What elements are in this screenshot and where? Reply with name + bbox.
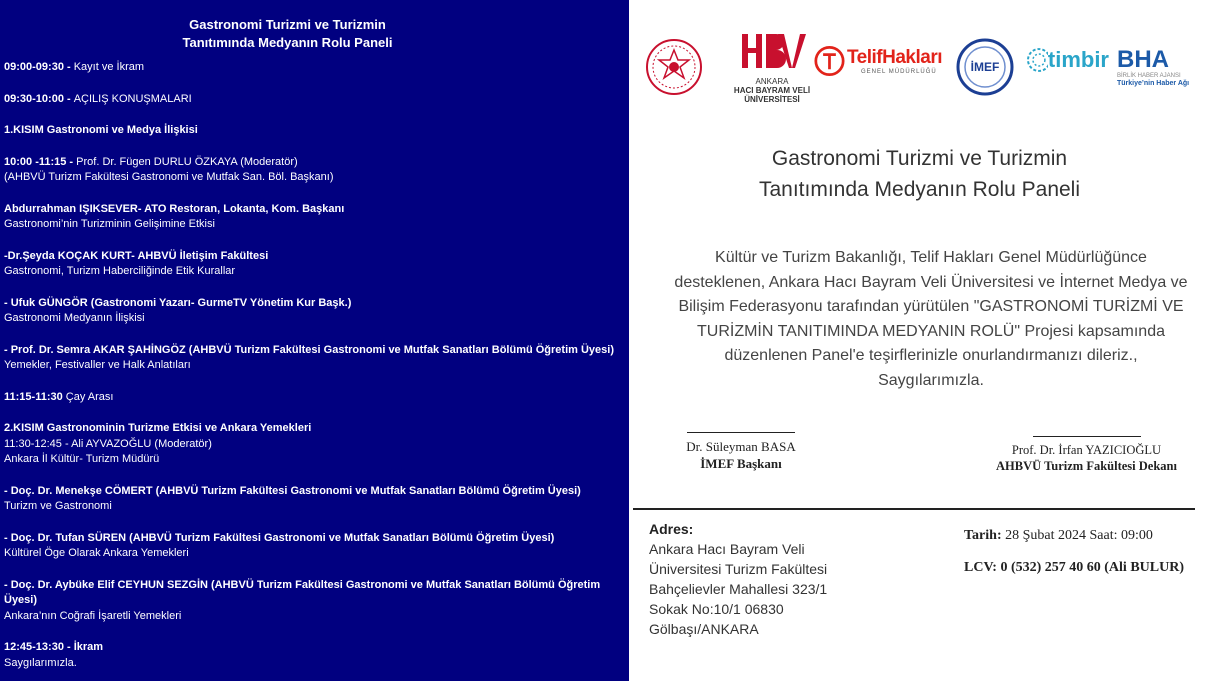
program-title-line2: Tanıtımında Medyanın Rolu Paneli — [182, 35, 393, 50]
agenda-heading-text: 1.KISIM Gastronomi ve Medya İlişkisi — [4, 124, 198, 136]
signature-basa — [651, 432, 831, 472]
hbv-line1: ANKARA — [755, 77, 789, 86]
ministry-logo — [645, 38, 703, 96]
signature-line — [687, 432, 795, 433]
address-line: Bahçelievler Mahallesi 323/1 — [649, 581, 828, 597]
hbv-line2: HACI BAYRAM VELİ — [733, 86, 811, 95]
signature-title: İMEF Başkanı — [700, 456, 782, 471]
hbv-text — [732, 77, 812, 104]
signature-title: AHBVÜ Turizm Fakültesi Dekanı — [996, 459, 1177, 473]
body-line: Bilişim Federasyonu tarafından yürütülen "GASTRONOMİ TURİZMİ VE — [678, 298, 1184, 315]
signature-yazicioglu — [974, 436, 1199, 474]
agenda-item — [4, 155, 624, 186]
signature-name: Dr. Süleyman BASA — [686, 439, 796, 454]
agenda-subtext: Ankara İl Kültür- Turizm Müdürü — [4, 453, 160, 465]
agenda-item — [4, 421, 624, 468]
telif-main-text: TelifHakları — [846, 47, 942, 68]
agenda-text: Prof. Dr. Fügen DURLU ÖZKAYA (Moderatör) — [76, 155, 298, 168]
agenda-item — [4, 640, 624, 671]
hbv-line3: ÜNİVERSİTESİ — [744, 95, 800, 104]
agenda-subtext: Yemekler, Festivaller ve Halk Anlatıları — [4, 359, 191, 371]
body-line: Kültür ve Turizm Bakanlığı, Telif Hakları Genel Müdürlüğünce — [715, 249, 1147, 266]
agenda-list — [4, 60, 624, 681]
invitation-title-line2: Tanıtımında Medyanın Rolu Paneli — [758, 178, 1081, 201]
timbir-text: timbir — [1047, 47, 1109, 72]
body-line: Saygılarımızla. — [878, 371, 984, 389]
agenda-text: Kayıt ve İkram — [73, 61, 145, 73]
agenda-speaker: - Doç. Dr. Aybüke Elif CEYHUN SEZGİN (AHBVÜ Turizm Fakültesi Gastronomi ve Mutfak Sanatları Bölümü Öğretim Üyesi) — [4, 578, 601, 606]
telif-sub-text: GENEL MÜDÜRLÜĞÜ — [860, 69, 937, 75]
agenda-item — [4, 60, 624, 76]
agenda-subtext: Gastronomi’nin Turizminin Gelişimine Etkisi — [4, 218, 215, 230]
agenda-subtext: 11:30-12:45 - Ali AYVAZOĞLU (Moderatör) — [4, 437, 212, 450]
invitation-panel — [629, 0, 1210, 681]
agenda-text: Çay Arası — [65, 390, 114, 403]
agenda-subtext: Ankara’nın Coğrafi İşaretli Yemekleri — [4, 609, 182, 622]
invitation-title — [629, 143, 1210, 205]
agenda-speaker: Abdurrahman IŞIKSEVER- ATO Restoran, Lokanta, Kom. Başkanı — [4, 202, 345, 215]
agenda-time: 09:00-09:30 - — [4, 61, 74, 73]
agenda-subtext: Gastronomi Medyanın İlişkisi — [4, 312, 145, 324]
bha-text: BHA — [1117, 46, 1169, 73]
address-label: Adres: — [649, 521, 694, 537]
agenda-item — [4, 578, 624, 625]
hbv-university-logo — [732, 32, 812, 104]
agenda-subtext: Kültürel Öge Olarak Ankara Yemekleri — [4, 547, 189, 559]
invitation-title-line1: Gastronomi Turizmi ve Turizmin — [771, 147, 1068, 170]
signature-line — [1033, 436, 1141, 437]
telif-mark-icon — [814, 44, 845, 78]
imef-logo — [956, 38, 1014, 96]
agenda-subtext: Saygılarımızla. — [4, 656, 77, 669]
agenda-item — [4, 92, 624, 108]
agenda-heading-text: 2.KISIM Gastronominin Turizme Etkisi ve Ankara Yemekleri — [4, 422, 312, 434]
agenda-section-heading — [4, 123, 624, 139]
agenda-speaker: - Doç. Dr. Tufan SÜREN (AHBVÜ Turizm Fakültesi Gastronomi ve Mutfak Sanatları Bölümü Öğretim Üyesi) — [4, 531, 555, 544]
program-title-line1: Gastronomi Turizmi ve Turizmin — [189, 17, 386, 32]
agenda-item — [4, 390, 624, 406]
address-line: Gölbaşı/ANKARA — [649, 621, 759, 637]
agenda-item — [4, 343, 624, 374]
address-line: Üniversitesi Turizm Fakültesi — [649, 561, 828, 577]
lcv-label: LCV: — [964, 560, 997, 575]
body-line: düzenlenen Panel'e teşirflerinizle onurlandırmanızı dileriz., — [724, 347, 1138, 364]
address-line: Ankara Hacı Bayram Veli — [649, 541, 805, 557]
agenda-text: AÇILIŞ KONUŞMALARI — [73, 92, 192, 105]
agenda-subtext: Turizm ve Gastronomi — [4, 500, 112, 512]
agenda-time: 09:30-10:00 - — [4, 92, 74, 105]
body-line: desteklenen, Ankara Hacı Bayram Veli Üniversitesi ve İnternet Medya ve — [674, 273, 1188, 291]
event-date — [964, 528, 1209, 544]
agenda-item — [4, 531, 624, 562]
lcv-value: 0 (532) 257 40 60 (Ali BULUR) — [996, 560, 1184, 575]
agenda-subtext: Gastronomi, Turizm Haberciliğinde Etik Kurallar — [4, 265, 236, 277]
program-title — [0, 0, 575, 52]
date-label: Tarih: — [964, 528, 1002, 543]
agenda-time: 11:15-11:30 — [4, 390, 66, 403]
address-block — [649, 519, 929, 639]
signature-name: Prof. Dr. İrfan YAZICIOĞLU — [1011, 443, 1162, 457]
invitation-body — [661, 246, 1201, 393]
agenda-item — [4, 202, 624, 233]
bha-sub2: Türkiye’nin Haber Ağı — [1117, 80, 1190, 87]
agenda-item — [4, 249, 624, 280]
address-line: Sokak No:10/1 06830 — [649, 601, 784, 617]
agenda-time: 10:00 -11:15 - — [4, 155, 77, 168]
event-meta — [964, 528, 1209, 592]
divider — [633, 508, 1195, 510]
agenda-speaker: - Doç. Dr. Menekşe CÖMERT (AHBVÜ Turizm Fakültesi Gastronomi ve Mutfak Sanatları Bölümü Öğretim Üyesi) — [4, 484, 581, 497]
event-rsvp — [964, 560, 1209, 576]
telif-haklari-logo — [814, 44, 942, 84]
agenda-speaker: - Ufuk GÜNGÖR (Gastronomi Yazarı- GurmeTV Yönetim Kur Başk.) — [4, 296, 352, 309]
timbir-logo — [1026, 45, 1109, 85]
agenda-speaker: -Dr.Şeyda KOÇAK KURT- AHBVÜ İletişim Fakültesi — [4, 249, 269, 262]
agenda-item — [4, 296, 624, 327]
bha-logo — [1117, 48, 1195, 90]
agenda-subtext: (AHBVÜ Turizm Fakültesi Gastronomi ve Mutfak San. Böl. Başkanı) — [4, 171, 334, 183]
body-line: TURİZMİN TANITIMINDA MEDYANIN ROLÜ" Projesi kapsamında — [697, 322, 1165, 340]
bha-sub1: BİRLİK HABER AJANSI — [1117, 73, 1181, 79]
agenda-time: 12:45-13:30 - İkram — [4, 641, 104, 653]
imef-text: İMEF — [970, 60, 1000, 74]
date-value: 28 Şubat 2024 Saat: 09:00 — [1001, 528, 1153, 543]
agenda-speaker: - Prof. Dr. Semra AKAR ŞAHİNGÖZ (AHBVÜ Turizm Fakültesi Gastronomi ve Mutfak Sanatları Bölümü Öğretim Üyesi) — [4, 343, 614, 356]
timbir-globe-icon — [1026, 45, 1048, 75]
agenda-item — [4, 484, 624, 515]
